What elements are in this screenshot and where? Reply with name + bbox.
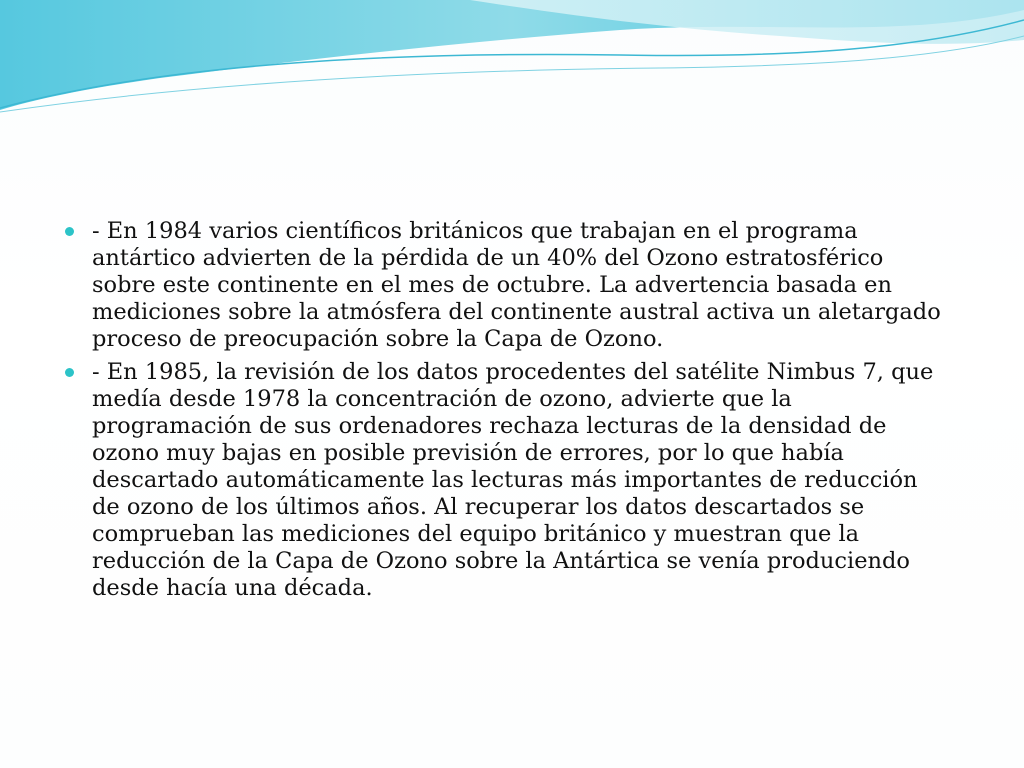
bullet-dot-icon	[65, 227, 74, 236]
bullet-item	[62, 359, 942, 602]
bullet-list	[62, 218, 942, 602]
bullet-text: - En 1984 varios científicos británicos que trabajan en el programa antártico advierten de la pérdida de un 40% del Ozono estratosférico sobre este continente en el mes de octubre. La advertencia basada en mediciones sobre la atmósfera del continente austral activa un aletargado proceso de preocupación sobre la Capa de Ozono.	[92, 218, 941, 352]
bullet-item	[62, 218, 942, 353]
content-area	[62, 218, 942, 608]
bullet-text: - En 1985, la revisión de los datos procedentes del satélite Nimbus 7, que medía desde 1978 la concentración de ozono, advierte que la programación de sus ordenadores rechaza lecturas de la densidad de ozono muy bajas en posible previsión de errores, por lo que había descartado automáticamente las lecturas más importantes de reducción de ozono de los últimos años. Al recuperar los datos descartados se comprueban las mediciones del equipo británico y muestran que la reducción de la Capa de Ozono sobre la Antártica se venía produciendo desde hacía una década.	[92, 359, 934, 601]
bullet-dot-icon	[65, 368, 74, 377]
wave-header-decoration	[0, 0, 1024, 130]
